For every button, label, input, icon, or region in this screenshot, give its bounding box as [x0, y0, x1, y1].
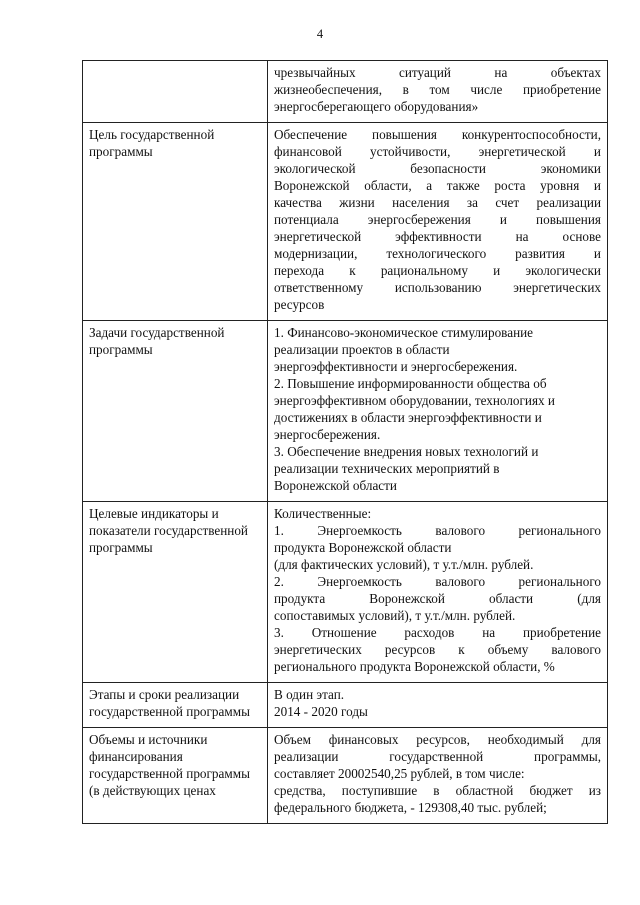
value-line: энергосбережения. — [274, 427, 381, 442]
value-line: перехода к рациональному и экологически — [274, 263, 601, 278]
row-value — [268, 61, 608, 123]
row-label: Цель государственной программы — [83, 123, 268, 321]
value-line: энергоэффективности и энергосбережения. — [274, 359, 518, 374]
value-line: потенциала энергосбережения и повышения — [274, 212, 601, 227]
row-value — [268, 123, 608, 321]
value-line: федерального бюджета, - 129308,40 тыс. рублей; — [274, 800, 547, 815]
value-line: энергосберегающего оборудования» — [274, 99, 479, 114]
page-number: 4 — [316, 27, 324, 41]
value-line: 2014 - 2020 годы — [274, 704, 368, 719]
value-line: составляет 20002540,25 рублей, в том числе: — [274, 766, 525, 781]
row-value — [268, 321, 608, 502]
value-line: экологической безопасности экономики — [274, 161, 601, 176]
value-line: Воронежской области — [274, 478, 397, 493]
value-line: энергетических ресурсов к объему валового — [274, 642, 601, 657]
row-value — [268, 683, 608, 728]
row-label: Объемы и источники финансирования государственной программы (в действующих ценах — [83, 728, 268, 824]
value-line: 3. Обеспечение внедрения новых технологий и — [274, 444, 539, 459]
table-row — [83, 728, 608, 824]
table-row — [83, 683, 608, 728]
value-line: 3. Отношение расходов на приобретение — [274, 625, 601, 640]
table-row — [83, 321, 608, 502]
value-line: продукта Воронежской области (для — [274, 591, 601, 606]
value-line: реализации проектов в области — [274, 342, 450, 357]
value-line: ресурсов — [274, 297, 325, 312]
value-line: качества жизни населения за счет реализации — [274, 195, 601, 210]
value-line: энергетической эффективности на основе — [274, 229, 601, 244]
table-row — [83, 123, 608, 321]
table-row — [83, 502, 608, 683]
value-line: Воронежской области, а также роста уровня и — [274, 178, 601, 193]
value-line: модернизации, технологического развития и — [274, 246, 601, 261]
row-label: Задачи государственной программы — [83, 321, 268, 502]
value-line: В один этап. — [274, 687, 345, 702]
value-line: 2. Повышение информированности общества об — [274, 376, 547, 391]
value-line: чрезвычайных ситуаций на объектах — [274, 65, 601, 80]
value-line: Объем финансовых ресурсов, необходимый для — [274, 732, 601, 747]
value-line: энергоэффективном оборудовании, технологиях и — [274, 393, 555, 408]
value-line: ответственному использованию энергетических — [274, 280, 601, 295]
row-label — [83, 61, 268, 123]
row-value — [268, 502, 608, 683]
row-label: Целевые индикаторы и показатели государственной программы — [83, 502, 268, 683]
value-line: 2. Энергоемкость валового регионального — [274, 574, 601, 589]
value-line: 1. Энергоемкость валового регионального — [274, 523, 601, 538]
value-line: сопоставимых условий), т у.т./млн. рублей. — [274, 608, 516, 623]
value-line: реализации государственной программы, — [274, 749, 601, 764]
value-line: (для фактических условий), т у.т./млн. рублей. — [274, 557, 534, 572]
value-line: достижениях в области энергоэффективности и — [274, 410, 542, 425]
value-line: Количественные: — [274, 506, 372, 521]
program-passport-table — [82, 60, 608, 824]
row-value — [268, 728, 608, 824]
value-line: регионального продукта Воронежской области, % — [274, 659, 555, 674]
value-line: средства, поступившие в областной бюджет из — [274, 783, 601, 798]
value-line: продукта Воронежской области — [274, 540, 452, 555]
row-label: Этапы и сроки реализации государственной программы — [83, 683, 268, 728]
value-line: жизнеобеспечения, в том числе приобретение — [274, 82, 601, 97]
table-row — [83, 61, 608, 123]
value-line: 1. Финансово-экономическое стимулирование — [274, 325, 534, 340]
value-line: Обеспечение повышения конкурентоспособности, — [274, 127, 601, 142]
value-line: финансовой устойчивости, энергетической и — [274, 144, 601, 159]
value-line: реализации технических мероприятий в — [274, 461, 500, 476]
